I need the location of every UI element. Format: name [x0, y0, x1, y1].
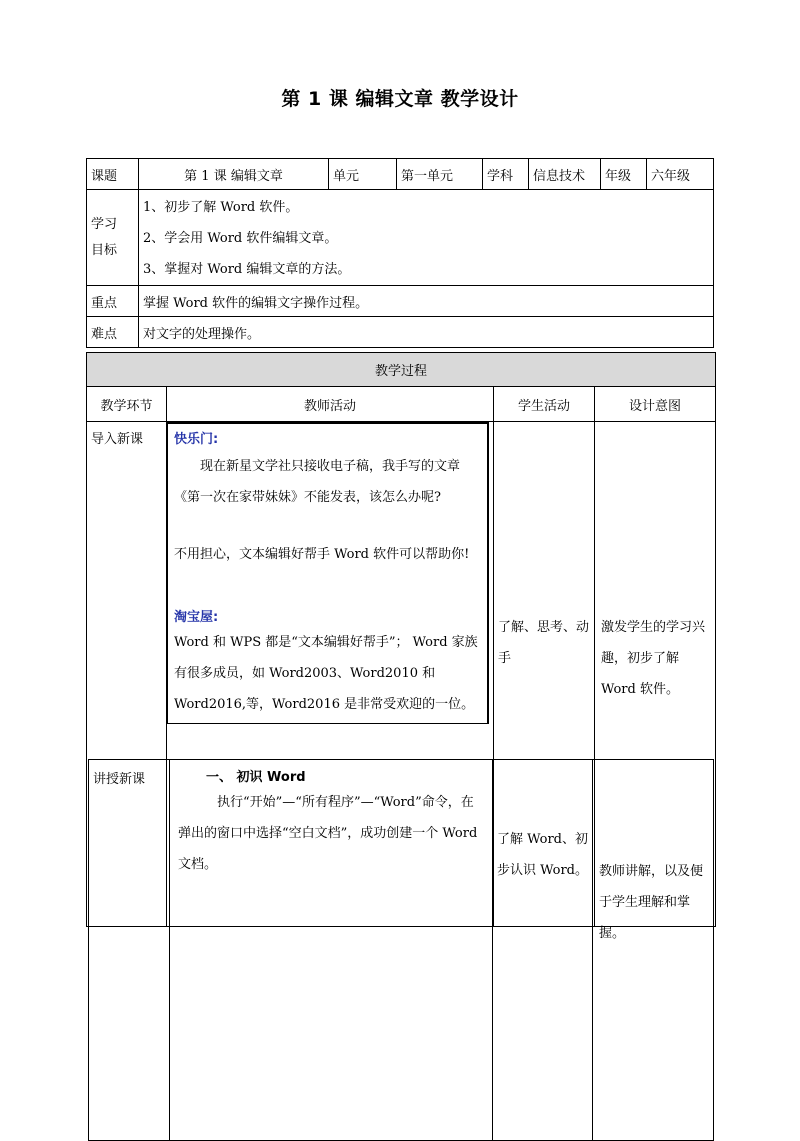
topic-label: 课题 — [87, 159, 139, 190]
intro-student-activity: 了解、思考、动手 — [494, 422, 595, 927]
process-heading: 教学过程 — [87, 353, 716, 387]
goals-label-line: 目标 — [91, 242, 118, 258]
intro-paragraph: Word 和 WPS 都是“文本编辑好帮手”； Word 家族有很多成员，如 Word2003、Word2010 和 Word2016,等，Word2016 是非常受欢迎的一位。 — [174, 635, 478, 712]
difficulty-label: 难点 — [87, 317, 139, 348]
goals-label — [87, 190, 139, 286]
goals-label-line: 学习 — [91, 216, 118, 232]
col-student-header: 学生活动 — [494, 387, 595, 422]
lecture-design-intent: 教师讲解，以及便于学生理解和掌握。 — [593, 760, 714, 1141]
col-intent-header: 设计意图 — [595, 387, 716, 422]
page-title: 第 1 课 编辑文章 教学设计 — [281, 88, 519, 110]
col-stage-header: 教学环节 — [87, 387, 167, 422]
key-value: 掌握 Word 软件的编辑文字操作过程。 — [139, 286, 714, 317]
goal-item: 2、学会用 Word 软件编辑文章。 — [143, 231, 338, 246]
subject-label: 学科 — [483, 159, 529, 190]
col-teacher-header: 教师活动 — [167, 387, 494, 422]
intro-tag-happy-door: 快乐门: — [174, 432, 219, 447]
lecture-paragraph: 执行“开始”—“所有程序”—“Word”命令，在弹出的窗口中选择“空白文档”，成功创建一个 Word 文档。 — [178, 795, 478, 872]
intro-paragraph: 现在新星文学社只接收电子稿，我手写的文章《第一次在家带妹妹》不能发表，该怎么办呢? — [174, 459, 461, 505]
intro-design-intent: 激发学生的学习兴趣，初步了解 Word 软件。 — [595, 422, 716, 927]
unit-label: 单元 — [329, 159, 397, 190]
intro-paragraph: 不用担心，文本编辑好帮手 Word 软件可以帮助你! — [174, 547, 470, 562]
goal-item: 1、初步了解 Word 软件。 — [143, 200, 299, 215]
info-table — [86, 158, 714, 348]
lecture-stage: 讲授新课 — [89, 760, 170, 1141]
key-label: 重点 — [87, 286, 139, 317]
grade-value: 六年级 — [647, 159, 714, 190]
goal-item: 3、掌握对 Word 编辑文章的方法。 — [143, 262, 351, 277]
intro-teacher-box — [167, 422, 489, 724]
lecture-table — [88, 759, 714, 1141]
intro-stage: 导入新课 — [87, 422, 167, 927]
grade-label: 年级 — [601, 159, 647, 190]
lecture-heading: 一、 初识 Word — [206, 770, 306, 785]
intro-tag-treasure-house: 淘宝屋: — [174, 610, 219, 625]
subject-value: 信息技术 — [529, 159, 601, 190]
lecture-teacher-cell — [170, 760, 493, 1141]
lecture-student-activity: 了解 Word、初步认识 Word。 — [493, 760, 593, 1141]
goals-cell — [139, 190, 714, 286]
unit-value: 第一单元 — [397, 159, 483, 190]
topic-value: 第 1 课 编辑文章 — [139, 159, 329, 190]
difficulty-value: 对文字的处理操作。 — [139, 317, 714, 348]
